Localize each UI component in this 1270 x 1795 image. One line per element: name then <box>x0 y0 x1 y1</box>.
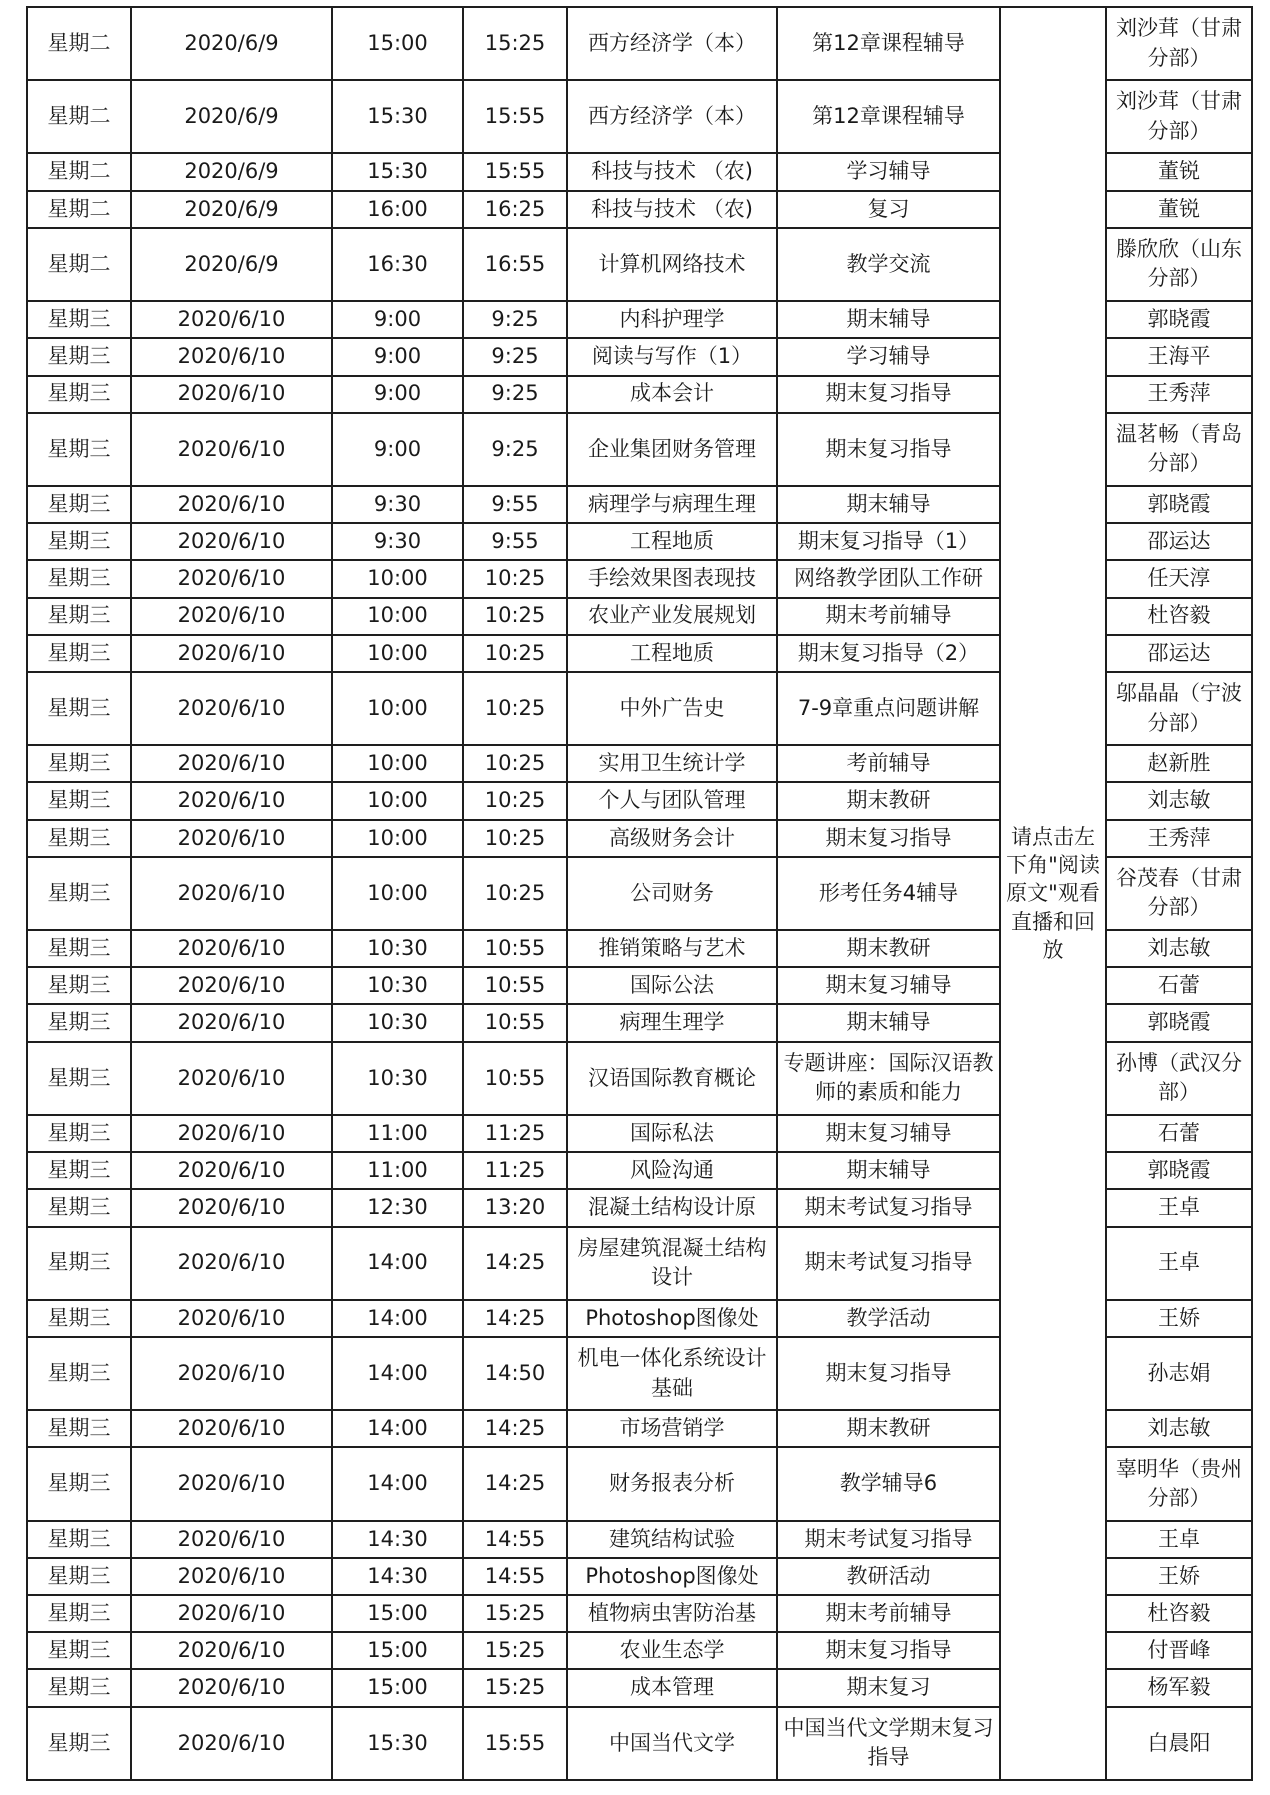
end-cell: 14:50 <box>463 1337 567 1410</box>
course-cell: 建筑结构试验 <box>567 1521 777 1558</box>
end-cell: 10:25 <box>463 857 567 930</box>
schedule-body <box>27 7 1252 1780</box>
content-cell: 教研活动 <box>777 1558 1000 1595</box>
course-cell: 计算机网络技术 <box>567 228 777 301</box>
start-cell: 14:00 <box>332 1447 463 1520</box>
end-cell: 10:25 <box>463 560 567 597</box>
end-cell: 10:25 <box>463 635 567 672</box>
day-cell: 星期三 <box>27 1707 131 1780</box>
teacher-cell: 石蕾 <box>1106 1115 1252 1152</box>
end-cell: 10:55 <box>463 1042 567 1115</box>
content-cell: 复习 <box>777 191 1000 228</box>
start-cell: 10:30 <box>332 1004 463 1041</box>
date-cell: 2020/6/10 <box>131 745 332 782</box>
start-cell: 10:30 <box>332 967 463 1004</box>
end-cell: 9:25 <box>463 301 567 338</box>
course-cell: 中国当代文学 <box>567 1707 777 1780</box>
teacher-cell: 白晨阳 <box>1106 1707 1252 1780</box>
content-cell: 期末教研 <box>777 782 1000 819</box>
start-cell: 9:00 <box>332 338 463 375</box>
start-cell: 12:30 <box>332 1189 463 1226</box>
start-cell: 15:30 <box>332 80 463 153</box>
course-cell: 公司财务 <box>567 857 777 930</box>
content-cell: 期末复习指导 <box>777 376 1000 413</box>
course-cell: Photoshop图像处 <box>567 1300 777 1337</box>
date-cell: 2020/6/10 <box>131 1042 332 1115</box>
date-cell: 2020/6/10 <box>131 1004 332 1041</box>
course-cell: 风险沟通 <box>567 1152 777 1189</box>
content-cell: 期末教研 <box>777 1410 1000 1447</box>
day-cell: 星期三 <box>27 523 131 560</box>
date-cell: 2020/6/10 <box>131 1669 332 1706</box>
day-cell: 星期三 <box>27 338 131 375</box>
date-cell: 2020/6/10 <box>131 1410 332 1447</box>
end-cell: 9:25 <box>463 376 567 413</box>
content-cell: 期末考试复习指导 <box>777 1189 1000 1226</box>
content-cell: 期末复习 <box>777 1669 1000 1706</box>
teacher-cell: 孙博（武汉分部） <box>1106 1042 1252 1115</box>
teacher-cell: 谷茂春（甘肃分部） <box>1106 857 1252 930</box>
day-cell: 星期三 <box>27 486 131 523</box>
teacher-cell: 郭晓霞 <box>1106 486 1252 523</box>
date-cell: 2020/6/10 <box>131 413 332 486</box>
course-cell: 机电一体化系统设计基础 <box>567 1337 777 1410</box>
end-cell: 15:55 <box>463 80 567 153</box>
date-cell: 2020/6/10 <box>131 376 332 413</box>
content-cell: 期末辅导 <box>777 486 1000 523</box>
start-cell: 9:00 <box>332 376 463 413</box>
date-cell: 2020/6/10 <box>131 1300 332 1337</box>
start-cell: 9:30 <box>332 523 463 560</box>
end-cell: 10:55 <box>463 1004 567 1041</box>
replay-note: 请点击左下角"阅读原文"观看直播和回放 <box>1000 7 1106 1780</box>
course-cell: 财务报表分析 <box>567 1447 777 1520</box>
start-cell: 10:30 <box>332 1042 463 1115</box>
teacher-cell: 邵运达 <box>1106 523 1252 560</box>
date-cell: 2020/6/10 <box>131 782 332 819</box>
start-cell: 9:30 <box>332 486 463 523</box>
course-cell: 混凝土结构设计原 <box>567 1189 777 1226</box>
teacher-cell: 王秀萍 <box>1106 820 1252 857</box>
teacher-cell: 刘沙茸（甘肃分部） <box>1106 7 1252 80</box>
end-cell: 9:55 <box>463 523 567 560</box>
content-cell: 形考任务4辅导 <box>777 857 1000 930</box>
day-cell: 星期二 <box>27 153 131 190</box>
course-cell: 农业生态学 <box>567 1632 777 1669</box>
teacher-cell: 孙志娟 <box>1106 1337 1252 1410</box>
course-cell: 西方经济学（本） <box>567 7 777 80</box>
end-cell: 10:25 <box>463 672 567 745</box>
day-cell: 星期三 <box>27 1042 131 1115</box>
start-cell: 11:00 <box>332 1115 463 1152</box>
end-cell: 14:25 <box>463 1447 567 1520</box>
content-cell: 期末复习辅导 <box>777 1115 1000 1152</box>
end-cell: 10:25 <box>463 745 567 782</box>
start-cell: 9:00 <box>332 413 463 486</box>
day-cell: 星期三 <box>27 820 131 857</box>
end-cell: 14:25 <box>463 1300 567 1337</box>
start-cell: 9:00 <box>332 301 463 338</box>
day-cell: 星期三 <box>27 1227 131 1300</box>
day-cell: 星期三 <box>27 1632 131 1669</box>
date-cell: 2020/6/10 <box>131 338 332 375</box>
date-cell: 2020/6/10 <box>131 1595 332 1632</box>
teacher-cell: 王娇 <box>1106 1300 1252 1337</box>
course-cell: 农业产业发展规划 <box>567 598 777 635</box>
start-cell: 10:00 <box>332 598 463 635</box>
end-cell: 14:55 <box>463 1521 567 1558</box>
day-cell: 星期三 <box>27 1447 131 1520</box>
start-cell: 14:00 <box>332 1410 463 1447</box>
course-cell: 个人与团队管理 <box>567 782 777 819</box>
date-cell: 2020/6/9 <box>131 191 332 228</box>
content-cell: 期末复习指导 <box>777 820 1000 857</box>
teacher-cell: 滕欣欣（山东分部） <box>1106 228 1252 301</box>
content-cell: 期末复习指导 <box>777 1337 1000 1410</box>
teacher-cell: 郭晓霞 <box>1106 1152 1252 1189</box>
content-cell: 专题讲座：国际汉语教师的素质和能力 <box>777 1042 1000 1115</box>
start-cell: 15:00 <box>332 1669 463 1706</box>
date-cell: 2020/6/10 <box>131 672 332 745</box>
end-cell: 11:25 <box>463 1115 567 1152</box>
course-cell: 企业集团财务管理 <box>567 413 777 486</box>
day-cell: 星期三 <box>27 1337 131 1410</box>
date-cell: 2020/6/10 <box>131 820 332 857</box>
day-cell: 星期三 <box>27 635 131 672</box>
start-cell: 15:30 <box>332 153 463 190</box>
content-cell: 教学辅导6 <box>777 1447 1000 1520</box>
day-cell: 星期三 <box>27 598 131 635</box>
course-cell: 推销策略与艺术 <box>567 930 777 967</box>
start-cell: 14:30 <box>332 1558 463 1595</box>
date-cell: 2020/6/10 <box>131 1447 332 1520</box>
start-cell: 15:00 <box>332 1595 463 1632</box>
date-cell: 2020/6/10 <box>131 598 332 635</box>
start-cell: 10:00 <box>332 745 463 782</box>
start-cell: 10:00 <box>332 560 463 597</box>
table-row <box>27 7 1252 80</box>
start-cell: 14:00 <box>332 1227 463 1300</box>
day-cell: 星期三 <box>27 1595 131 1632</box>
content-cell: 期末复习指导 <box>777 1632 1000 1669</box>
teacher-cell: 杜咨毅 <box>1106 598 1252 635</box>
start-cell: 10:00 <box>332 820 463 857</box>
course-cell: 市场营销学 <box>567 1410 777 1447</box>
content-cell: 第12章课程辅导 <box>777 7 1000 80</box>
date-cell: 2020/6/10 <box>131 1337 332 1410</box>
teacher-cell: 杨军毅 <box>1106 1669 1252 1706</box>
course-cell: 中外广告史 <box>567 672 777 745</box>
course-cell: 西方经济学（本） <box>567 80 777 153</box>
end-cell: 15:25 <box>463 1632 567 1669</box>
start-cell: 10:00 <box>332 857 463 930</box>
content-cell: 考前辅导 <box>777 745 1000 782</box>
teacher-cell: 石蕾 <box>1106 967 1252 1004</box>
teacher-cell: 王娇 <box>1106 1558 1252 1595</box>
date-cell: 2020/6/10 <box>131 301 332 338</box>
content-cell: 第12章课程辅导 <box>777 80 1000 153</box>
content-cell: 期末复习指导 <box>777 413 1000 486</box>
content-cell: 期末考前辅导 <box>777 598 1000 635</box>
date-cell: 2020/6/10 <box>131 857 332 930</box>
day-cell: 星期三 <box>27 1521 131 1558</box>
day-cell: 星期二 <box>27 80 131 153</box>
day-cell: 星期三 <box>27 1115 131 1152</box>
content-cell: 期末复习指导（2） <box>777 635 1000 672</box>
teacher-cell: 王卓 <box>1106 1521 1252 1558</box>
course-cell: 国际私法 <box>567 1115 777 1152</box>
day-cell: 星期二 <box>27 191 131 228</box>
teacher-cell: 刘沙茸（甘肃分部） <box>1106 80 1252 153</box>
day-cell: 星期三 <box>27 1189 131 1226</box>
day-cell: 星期三 <box>27 1152 131 1189</box>
teacher-cell: 郭晓霞 <box>1106 1004 1252 1041</box>
end-cell: 14:25 <box>463 1227 567 1300</box>
date-cell: 2020/6/10 <box>131 486 332 523</box>
content-cell: 期末辅导 <box>777 1004 1000 1041</box>
day-cell: 星期三 <box>27 1300 131 1337</box>
day-cell: 星期三 <box>27 967 131 1004</box>
course-cell: 汉语国际教育概论 <box>567 1042 777 1115</box>
teacher-cell: 赵新胜 <box>1106 745 1252 782</box>
day-cell: 星期三 <box>27 857 131 930</box>
end-cell: 15:25 <box>463 1595 567 1632</box>
start-cell: 11:00 <box>332 1152 463 1189</box>
day-cell: 星期三 <box>27 301 131 338</box>
course-cell: 植物病虫害防治基 <box>567 1595 777 1632</box>
day-cell: 星期三 <box>27 376 131 413</box>
date-cell: 2020/6/10 <box>131 1189 332 1226</box>
end-cell: 15:55 <box>463 1707 567 1780</box>
course-cell: 科技与技术 （农) <box>567 191 777 228</box>
end-cell: 9:25 <box>463 338 567 375</box>
start-cell: 15:00 <box>332 1632 463 1669</box>
end-cell: 10:25 <box>463 598 567 635</box>
content-cell: 期末教研 <box>777 930 1000 967</box>
end-cell: 10:25 <box>463 782 567 819</box>
end-cell: 11:25 <box>463 1152 567 1189</box>
course-cell: 病理生理学 <box>567 1004 777 1041</box>
day-cell: 星期三 <box>27 745 131 782</box>
course-cell: 工程地质 <box>567 523 777 560</box>
content-cell: 期末考试复习指导 <box>777 1227 1000 1300</box>
date-cell: 2020/6/10 <box>131 1152 332 1189</box>
content-cell: 中国当代文学期末复习指导 <box>777 1707 1000 1780</box>
content-cell: 学习辅导 <box>777 338 1000 375</box>
content-cell: 教学活动 <box>777 1300 1000 1337</box>
start-cell: 10:00 <box>332 672 463 745</box>
content-cell: 网络教学团队工作研 <box>777 560 1000 597</box>
end-cell: 16:25 <box>463 191 567 228</box>
teacher-cell: 王卓 <box>1106 1189 1252 1226</box>
date-cell: 2020/6/10 <box>131 1558 332 1595</box>
start-cell: 14:00 <box>332 1337 463 1410</box>
course-cell: 房屋建筑混凝土结构设计 <box>567 1227 777 1300</box>
teacher-cell: 董锐 <box>1106 153 1252 190</box>
end-cell: 14:55 <box>463 1558 567 1595</box>
teacher-cell: 刘志敏 <box>1106 782 1252 819</box>
date-cell: 2020/6/10 <box>131 523 332 560</box>
day-cell: 星期三 <box>27 672 131 745</box>
day-cell: 星期三 <box>27 1004 131 1041</box>
teacher-cell: 杜咨毅 <box>1106 1595 1252 1632</box>
teacher-cell: 王海平 <box>1106 338 1252 375</box>
day-cell: 星期三 <box>27 930 131 967</box>
course-cell: 手绘效果图表现技 <box>567 560 777 597</box>
start-cell: 16:00 <box>332 191 463 228</box>
date-cell: 2020/6/10 <box>131 1227 332 1300</box>
date-cell: 2020/6/9 <box>131 228 332 301</box>
end-cell: 14:25 <box>463 1410 567 1447</box>
date-cell: 2020/6/10 <box>131 967 332 1004</box>
day-cell: 星期三 <box>27 413 131 486</box>
day-cell: 星期三 <box>27 1558 131 1595</box>
content-cell: 期末复习辅导 <box>777 967 1000 1004</box>
end-cell: 9:25 <box>463 413 567 486</box>
date-cell: 2020/6/9 <box>131 153 332 190</box>
course-cell: 病理学与病理生理 <box>567 486 777 523</box>
start-cell: 10:00 <box>332 782 463 819</box>
teacher-cell: 付晋峰 <box>1106 1632 1252 1669</box>
date-cell: 2020/6/10 <box>131 635 332 672</box>
day-cell: 星期三 <box>27 560 131 597</box>
end-cell: 15:25 <box>463 1669 567 1706</box>
teacher-cell: 邵运达 <box>1106 635 1252 672</box>
date-cell: 2020/6/9 <box>131 7 332 80</box>
teacher-cell: 王卓 <box>1106 1227 1252 1300</box>
content-cell: 教学交流 <box>777 228 1000 301</box>
course-cell: 实用卫生统计学 <box>567 745 777 782</box>
teacher-cell: 温茗畅（青岛分部） <box>1106 413 1252 486</box>
content-cell: 学习辅导 <box>777 153 1000 190</box>
start-cell: 10:30 <box>332 930 463 967</box>
end-cell: 10:55 <box>463 967 567 1004</box>
teacher-cell: 董锐 <box>1106 191 1252 228</box>
day-cell: 星期二 <box>27 228 131 301</box>
day-cell: 星期三 <box>27 1669 131 1706</box>
course-cell: 阅读与写作（1） <box>567 338 777 375</box>
teacher-cell: 刘志敏 <box>1106 1410 1252 1447</box>
course-cell: 国际公法 <box>567 967 777 1004</box>
content-cell: 期末辅导 <box>777 1152 1000 1189</box>
teacher-cell: 邬晶晶（宁波分部） <box>1106 672 1252 745</box>
start-cell: 15:30 <box>332 1707 463 1780</box>
end-cell: 10:25 <box>463 820 567 857</box>
end-cell: 15:55 <box>463 153 567 190</box>
end-cell: 10:55 <box>463 930 567 967</box>
course-cell: 成本会计 <box>567 376 777 413</box>
teacher-cell: 任天淳 <box>1106 560 1252 597</box>
teacher-cell: 王秀萍 <box>1106 376 1252 413</box>
content-cell: 期末辅导 <box>777 301 1000 338</box>
date-cell: 2020/6/10 <box>131 560 332 597</box>
start-cell: 14:00 <box>332 1300 463 1337</box>
course-cell: 科技与技术 （农) <box>567 153 777 190</box>
content-cell: 7-9章重点问题讲解 <box>777 672 1000 745</box>
content-cell: 期末考试复习指导 <box>777 1521 1000 1558</box>
start-cell: 10:00 <box>332 635 463 672</box>
start-cell: 14:30 <box>332 1521 463 1558</box>
end-cell: 9:55 <box>463 486 567 523</box>
teacher-cell: 刘志敏 <box>1106 930 1252 967</box>
date-cell: 2020/6/10 <box>131 1707 332 1780</box>
content-cell: 期末考前辅导 <box>777 1595 1000 1632</box>
day-cell: 星期三 <box>27 782 131 819</box>
teacher-cell: 辜明华（贵州分部） <box>1106 1447 1252 1520</box>
end-cell: 13:20 <box>463 1189 567 1226</box>
date-cell: 2020/6/10 <box>131 930 332 967</box>
date-cell: 2020/6/9 <box>131 80 332 153</box>
course-cell: Photoshop图像处 <box>567 1558 777 1595</box>
end-cell: 15:25 <box>463 7 567 80</box>
start-cell: 16:30 <box>332 228 463 301</box>
start-cell: 15:00 <box>332 7 463 80</box>
schedule-table <box>26 6 1253 1781</box>
teacher-cell: 郭晓霞 <box>1106 301 1252 338</box>
course-cell: 成本管理 <box>567 1669 777 1706</box>
day-cell: 星期二 <box>27 7 131 80</box>
end-cell: 16:55 <box>463 228 567 301</box>
content-cell: 期末复习指导（1） <box>777 523 1000 560</box>
course-cell: 工程地质 <box>567 635 777 672</box>
course-cell: 内科护理学 <box>567 301 777 338</box>
course-cell: 高级财务会计 <box>567 820 777 857</box>
date-cell: 2020/6/10 <box>131 1115 332 1152</box>
date-cell: 2020/6/10 <box>131 1632 332 1669</box>
date-cell: 2020/6/10 <box>131 1521 332 1558</box>
day-cell: 星期三 <box>27 1410 131 1447</box>
